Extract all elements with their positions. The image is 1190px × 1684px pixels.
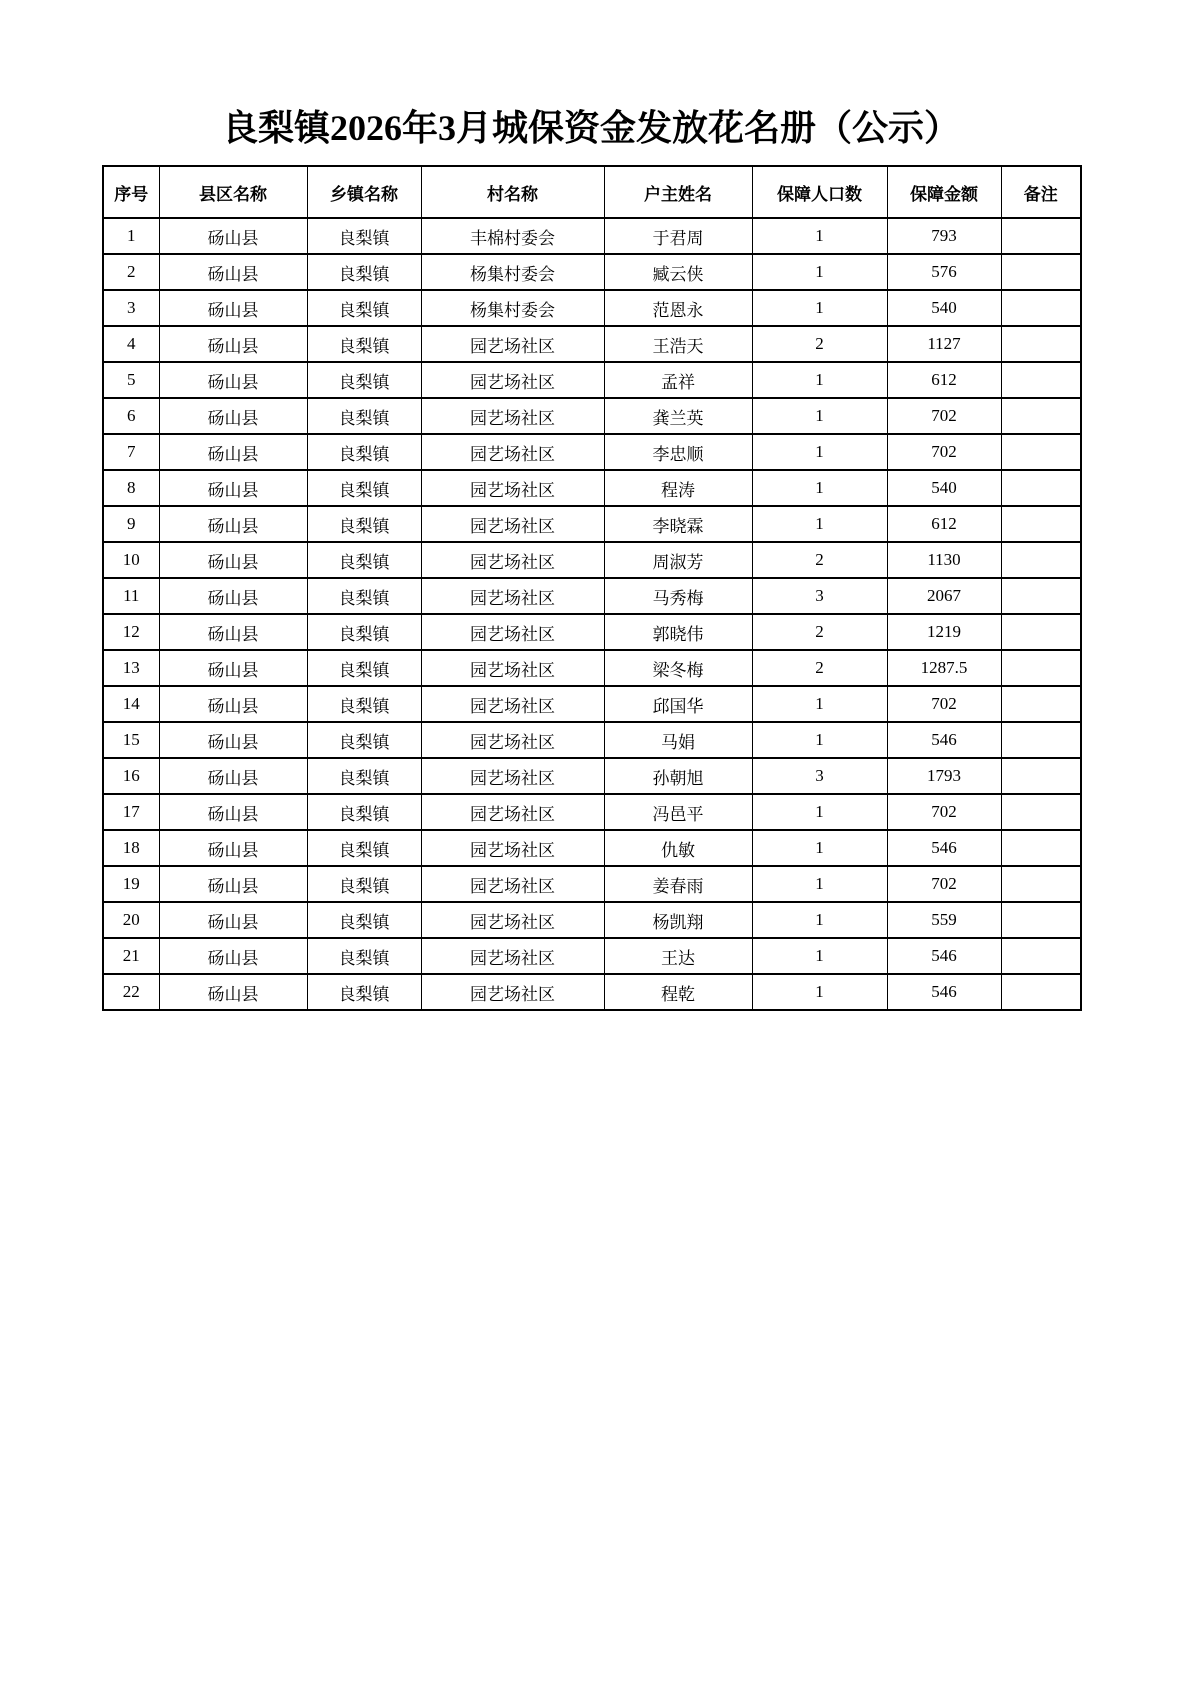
table-cell: 1 [752,794,887,830]
table-cell: 园艺场社区 [421,686,604,722]
table-cell: 园艺场社区 [421,470,604,506]
table-cell: 周淑芳 [604,542,752,578]
table-cell: 园艺场社区 [421,506,604,542]
table-cell: 546 [887,974,1001,1010]
table-row [103,398,1081,434]
table-cell: 2 [752,542,887,578]
column-header: 县区名称 [159,166,307,218]
table-cell: 良梨镇 [307,470,421,506]
table-cell: 21 [103,938,159,974]
table-cell: 15 [103,722,159,758]
table-cell: 1127 [887,326,1001,362]
table-cell: 王达 [604,938,752,974]
table-cell: 1 [752,218,887,254]
table-cell: 2 [752,650,887,686]
table-cell [1001,434,1081,470]
table-cell: 11 [103,578,159,614]
table-cell: 1 [103,218,159,254]
table-cell: 砀山县 [159,794,307,830]
table-cell: 540 [887,470,1001,506]
table-cell: 砀山县 [159,290,307,326]
table-cell: 良梨镇 [307,830,421,866]
table-cell: 546 [887,722,1001,758]
table-cell: 3 [103,290,159,326]
table-cell: 园艺场社区 [421,830,604,866]
table-cell: 6 [103,398,159,434]
table-cell: 612 [887,362,1001,398]
table-cell: 砀山县 [159,542,307,578]
table-cell: 砀山县 [159,434,307,470]
table-cell: 王浩天 [604,326,752,362]
table-cell: 园艺场社区 [421,866,604,902]
table-cell: 砀山县 [159,902,307,938]
table-cell: 砀山县 [159,974,307,1010]
table-cell: 砀山县 [159,650,307,686]
table-cell: 良梨镇 [307,866,421,902]
table-cell: 702 [887,398,1001,434]
table-row [103,830,1081,866]
table-row [103,722,1081,758]
table-cell [1001,650,1081,686]
table-cell: 龚兰英 [604,398,752,434]
table-cell: 砀山县 [159,686,307,722]
table-cell: 砀山县 [159,362,307,398]
column-header: 户主姓名 [604,166,752,218]
table-cell: 3 [752,758,887,794]
table-cell: 良梨镇 [307,434,421,470]
table-cell: 702 [887,434,1001,470]
table-cell: 邱国华 [604,686,752,722]
table-cell: 良梨镇 [307,614,421,650]
table-cell: 良梨镇 [307,902,421,938]
table-cell: 1 [752,902,887,938]
table-row [103,542,1081,578]
table-cell: 4 [103,326,159,362]
table-cell: 1 [752,362,887,398]
table-cell: 702 [887,866,1001,902]
table-cell: 22 [103,974,159,1010]
table-cell: 良梨镇 [307,650,421,686]
table-cell: 1793 [887,758,1001,794]
table-cell [1001,506,1081,542]
table-cell: 砀山县 [159,722,307,758]
column-header: 乡镇名称 [307,166,421,218]
table-cell: 良梨镇 [307,326,421,362]
table-row [103,614,1081,650]
table-cell: 良梨镇 [307,794,421,830]
table-cell: 1 [752,686,887,722]
table-cell: 1 [752,254,887,290]
table-cell: 梁冬梅 [604,650,752,686]
table-cell: 丰棉村委会 [421,218,604,254]
table-cell: 612 [887,506,1001,542]
table-cell: 园艺场社区 [421,326,604,362]
table-cell: 2 [752,326,887,362]
column-header: 保障人口数 [752,166,887,218]
table-cell: 793 [887,218,1001,254]
table-cell: 576 [887,254,1001,290]
table-row [103,578,1081,614]
table-row [103,794,1081,830]
table-cell: 马秀梅 [604,578,752,614]
table-cell: 良梨镇 [307,686,421,722]
table-cell: 19 [103,866,159,902]
table-cell: 良梨镇 [307,974,421,1010]
table-cell: 园艺场社区 [421,794,604,830]
table-cell: 砀山县 [159,254,307,290]
table-cell: 7 [103,434,159,470]
table-row [103,974,1081,1010]
table-cell: 1 [752,398,887,434]
table-cell [1001,398,1081,434]
table-cell: 13 [103,650,159,686]
table-cell: 良梨镇 [307,542,421,578]
table-cell: 砀山县 [159,830,307,866]
table-cell: 砀山县 [159,938,307,974]
table-cell [1001,794,1081,830]
table-head [103,166,1081,218]
table-cell: 1 [752,722,887,758]
table-cell: 1 [752,470,887,506]
table-cell [1001,722,1081,758]
table-cell: 540 [887,290,1001,326]
table-cell: 良梨镇 [307,938,421,974]
table-cell: 良梨镇 [307,362,421,398]
table-row [103,506,1081,542]
table-cell: 1219 [887,614,1001,650]
table-cell: 杨集村委会 [421,290,604,326]
table-cell: 园艺场社区 [421,758,604,794]
table-cell: 良梨镇 [307,758,421,794]
table-cell: 1 [752,866,887,902]
table-row [103,362,1081,398]
table-cell: 郭晓伟 [604,614,752,650]
table-row [103,470,1081,506]
table-cell: 20 [103,902,159,938]
table-cell: 姜春雨 [604,866,752,902]
table-cell: 9 [103,506,159,542]
table-cell: 5 [103,362,159,398]
table-cell: 园艺场社区 [421,902,604,938]
table-cell: 546 [887,938,1001,974]
table-cell [1001,758,1081,794]
table-cell: 良梨镇 [307,290,421,326]
column-header: 序号 [103,166,159,218]
table-row [103,938,1081,974]
table-cell: 臧云侠 [604,254,752,290]
table-row [103,686,1081,722]
table-cell: 冯邑平 [604,794,752,830]
table-cell: 范恩永 [604,290,752,326]
table-cell [1001,218,1081,254]
table-row [103,866,1081,902]
table-cell: 程乾 [604,974,752,1010]
table-cell: 702 [887,686,1001,722]
table-cell: 1 [752,974,887,1010]
table-cell: 3 [752,578,887,614]
table-cell: 砀山县 [159,758,307,794]
table-cell [1001,974,1081,1010]
table-cell: 良梨镇 [307,506,421,542]
column-header: 备注 [1001,166,1081,218]
column-header: 村名称 [421,166,604,218]
table-cell: 702 [887,794,1001,830]
table-cell: 园艺场社区 [421,722,604,758]
table-cell: 程涛 [604,470,752,506]
table-row [103,758,1081,794]
table-cell [1001,362,1081,398]
table-cell: 孟祥 [604,362,752,398]
table-row [103,290,1081,326]
table-cell: 园艺场社区 [421,650,604,686]
table-cell [1001,614,1081,650]
table-row [103,326,1081,362]
table-cell: 砀山县 [159,866,307,902]
table-cell [1001,866,1081,902]
table-cell: 良梨镇 [307,398,421,434]
table-cell: 10 [103,542,159,578]
table-cell [1001,938,1081,974]
table-cell [1001,686,1081,722]
table-cell: 砀山县 [159,470,307,506]
table-cell [1001,290,1081,326]
table-cell: 良梨镇 [307,578,421,614]
roster-table [102,165,1082,1011]
column-header: 保障金额 [887,166,1001,218]
table-cell: 18 [103,830,159,866]
table-cell: 1287.5 [887,650,1001,686]
table-cell: 1 [752,938,887,974]
table-row [103,902,1081,938]
table-cell: 2 [752,614,887,650]
table-cell: 2067 [887,578,1001,614]
table-cell: 14 [103,686,159,722]
table-cell: 12 [103,614,159,650]
table-cell [1001,578,1081,614]
table-cell: 良梨镇 [307,722,421,758]
table-cell [1001,902,1081,938]
table-cell: 16 [103,758,159,794]
table-cell: 砀山县 [159,506,307,542]
table-cell: 仇敏 [604,830,752,866]
table-cell: 李晓霖 [604,506,752,542]
table-cell: 李忠顺 [604,434,752,470]
table-row [103,218,1081,254]
table-cell [1001,326,1081,362]
table-cell: 砀山县 [159,614,307,650]
table-cell: 559 [887,902,1001,938]
page-title: 良梨镇2026年3月城保资金发放花名册（公示） [221,108,960,148]
table-cell: 砀山县 [159,326,307,362]
header-row [103,166,1081,218]
table-cell [1001,470,1081,506]
table-cell: 1 [752,506,887,542]
table-cell: 园艺场社区 [421,434,604,470]
table-cell: 园艺场社区 [421,938,604,974]
table-cell: 1 [752,290,887,326]
table-cell: 马娟 [604,722,752,758]
table-cell: 砀山县 [159,218,307,254]
table-cell: 砀山县 [159,398,307,434]
table-cell: 1 [752,830,887,866]
table-cell: 良梨镇 [307,254,421,290]
table-cell: 杨集村委会 [421,254,604,290]
table-cell: 园艺场社区 [421,578,604,614]
table-body [103,218,1081,1010]
table-row [103,650,1081,686]
table-cell: 砀山县 [159,578,307,614]
table-cell: 良梨镇 [307,218,421,254]
table-cell: 546 [887,830,1001,866]
table-cell: 1 [752,434,887,470]
table-cell [1001,254,1081,290]
table-cell: 于君周 [604,218,752,254]
table-cell: 园艺场社区 [421,398,604,434]
table-cell: 孙朝旭 [604,758,752,794]
table-cell: 1130 [887,542,1001,578]
table-cell: 园艺场社区 [421,974,604,1010]
table-row [103,254,1081,290]
table-cell: 17 [103,794,159,830]
table-cell: 2 [103,254,159,290]
table-cell: 8 [103,470,159,506]
table-cell: 杨凯翔 [604,902,752,938]
table-cell: 园艺场社区 [421,362,604,398]
table-cell [1001,542,1081,578]
table-cell: 园艺场社区 [421,614,604,650]
table-cell: 园艺场社区 [421,542,604,578]
table-row [103,434,1081,470]
table-cell [1001,830,1081,866]
